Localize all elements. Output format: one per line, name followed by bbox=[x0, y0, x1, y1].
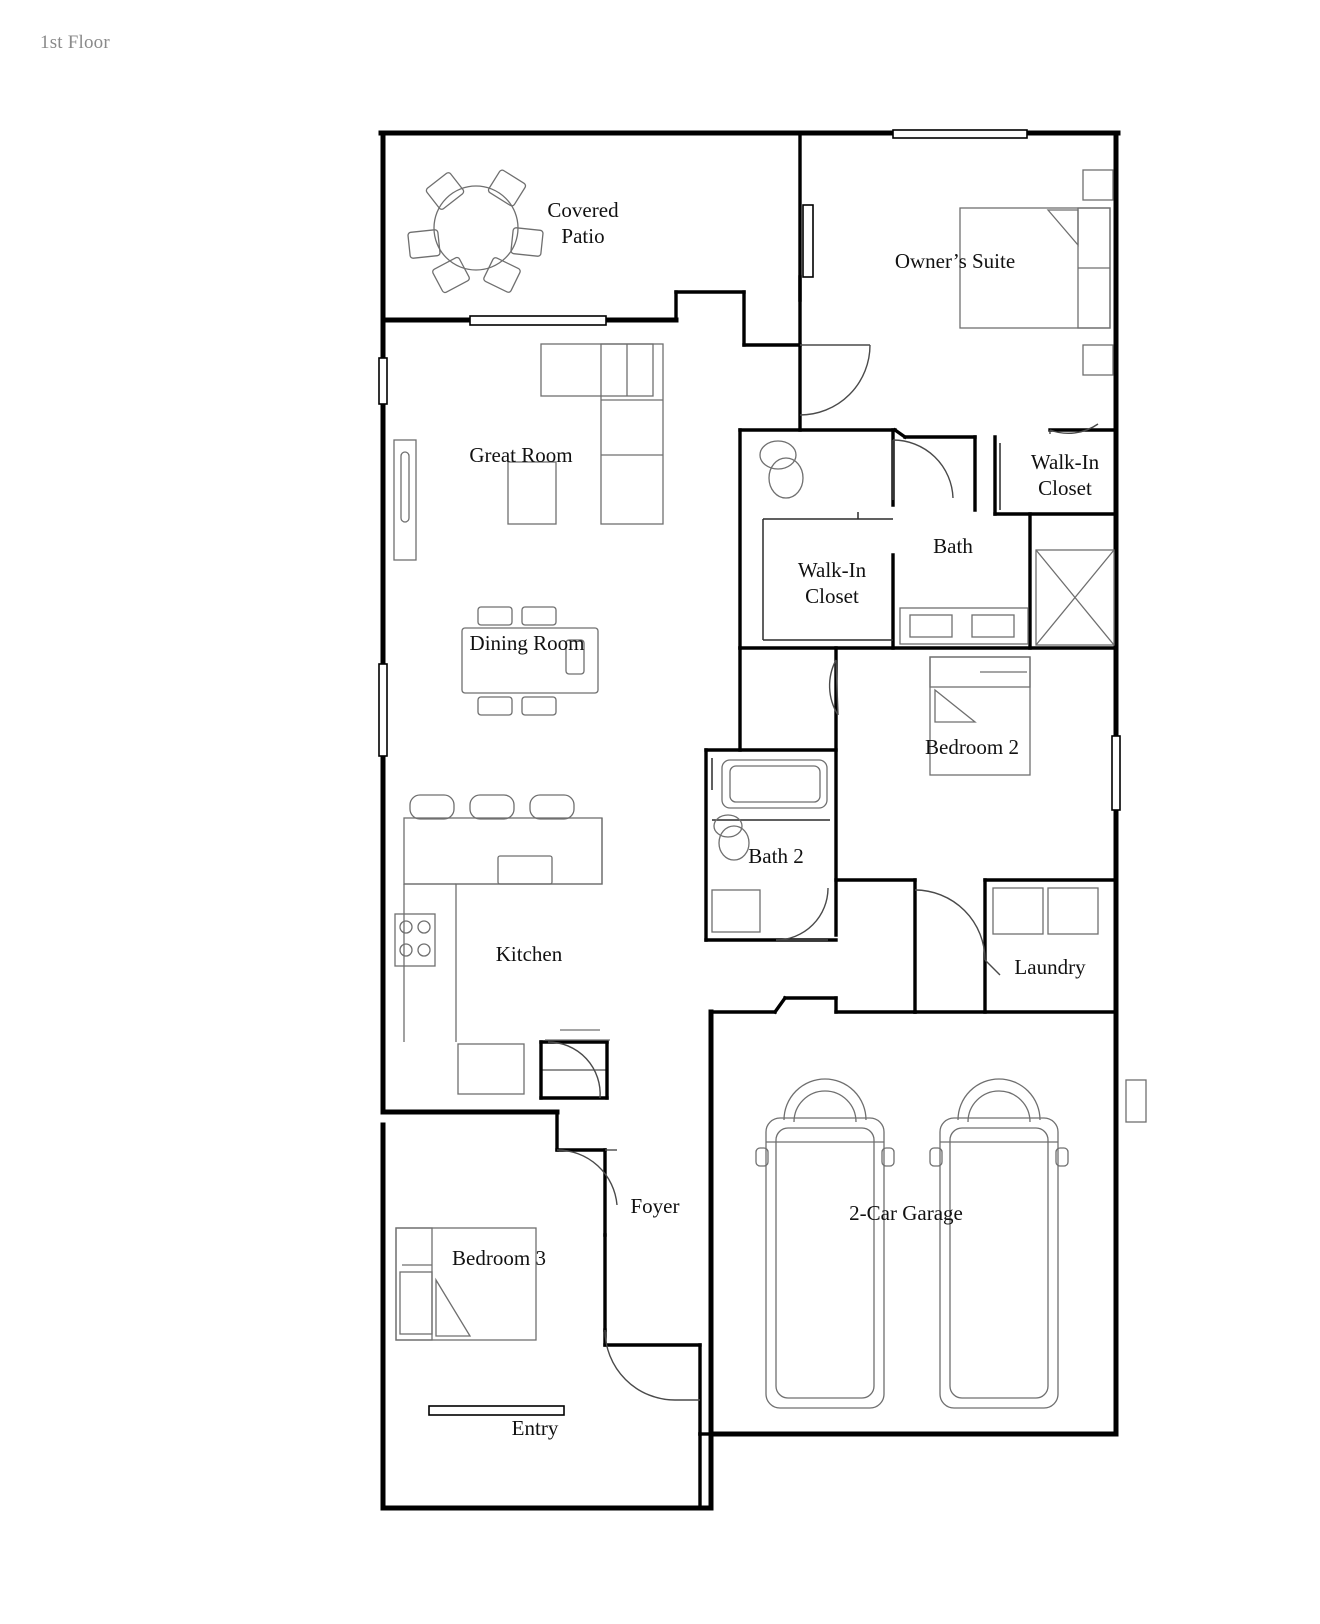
room-label-walk-in-closet-2: Walk-In bbox=[797, 557, 867, 582]
garage-cars bbox=[756, 1079, 1146, 1408]
room-label-entry: Entry bbox=[511, 1415, 559, 1440]
room-label-covered-patio-2: Patio bbox=[561, 223, 605, 248]
room-label-laundry: Laundry bbox=[1014, 954, 1086, 979]
room-label-walk-in-closet-owner-2: Closet bbox=[1038, 475, 1092, 500]
room-label-bedroom-2: Bedroom 2 bbox=[925, 734, 1019, 759]
room-label-great-room: Great Room bbox=[469, 442, 573, 467]
room-label-walk-in-closet-2b: Closet bbox=[805, 583, 859, 608]
door-swings bbox=[545, 345, 1098, 1400]
room-label-walk-in-closet-owner: Walk-In bbox=[1030, 449, 1100, 474]
room-label-owners-suite: Owner’s Suite bbox=[894, 248, 1016, 273]
room-label-kitchen: Kitchen bbox=[495, 941, 563, 966]
room-label-foyer: Foyer bbox=[630, 1193, 680, 1218]
room-label-covered-patio: Covered bbox=[547, 197, 619, 222]
page-title: 1st Floor bbox=[40, 32, 110, 53]
windows bbox=[379, 130, 1120, 1415]
interior-walls bbox=[557, 133, 1116, 1508]
laundry-fixtures bbox=[993, 888, 1098, 934]
room-label-bedroom-3: Bedroom 3 bbox=[452, 1245, 546, 1270]
room-label-bath: Bath bbox=[933, 533, 973, 558]
patio-furniture bbox=[408, 169, 544, 293]
room-label-garage: 2-Car Garage bbox=[849, 1200, 963, 1225]
bedroom-3-bed bbox=[396, 1228, 536, 1340]
room-label-bath-2: Bath 2 bbox=[748, 843, 804, 868]
dining-furniture bbox=[462, 607, 598, 715]
room-label-dining-room: Dining Room bbox=[469, 630, 585, 655]
